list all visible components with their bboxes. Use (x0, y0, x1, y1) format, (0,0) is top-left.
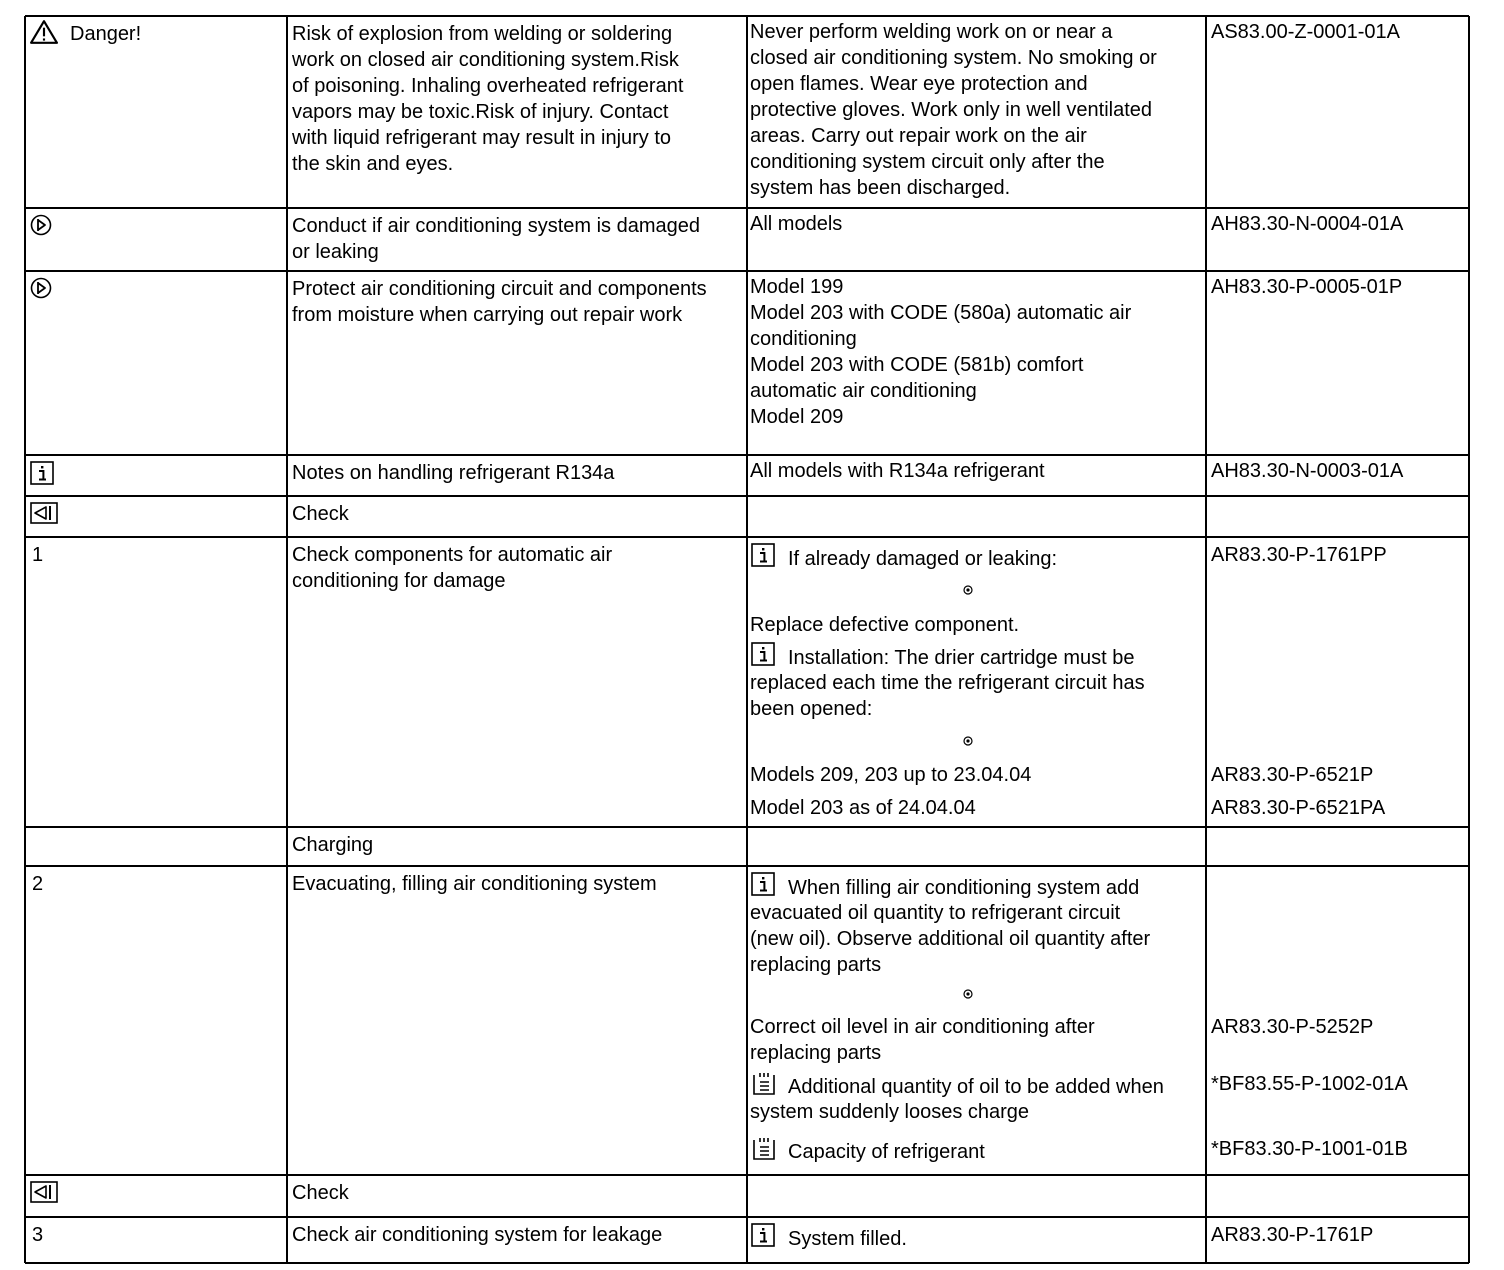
details-text: replaced each time the refrigerant circuit has (750, 672, 1145, 694)
details-text: Model 199 (750, 276, 844, 298)
reference-code: AH83.30-P-0005-01P (1211, 276, 1403, 298)
operation-text: Notes on handling refrigerant R134a (292, 462, 615, 484)
operation-text: Check (292, 503, 349, 525)
details-text: replacing parts (750, 1042, 882, 1064)
operation-text: Risk of explosion from welding or soldering (292, 23, 673, 45)
details-text: areas. Carry out repair work on the air (750, 125, 1087, 147)
details-text: Model 203 as of 24.04.04 (750, 797, 976, 819)
details-text: Never perform welding work on or near a (750, 21, 1113, 43)
reference-arrow-icon (963, 582, 973, 592)
reference-code: AR83.30-P-6521P (1211, 764, 1374, 786)
operation-text: conditioning for damage (292, 570, 506, 592)
details-text: protective gloves. Work only in well ventilated (750, 99, 1153, 121)
step-label: 3 (32, 1224, 44, 1246)
details-text: Model 209 (750, 406, 844, 428)
operation-text: the skin and eyes. (292, 153, 454, 175)
details-text: Capacity of refrigerant (788, 1141, 985, 1163)
reference-code: *BF83.30-P-1001-01B (1211, 1138, 1408, 1160)
details-text: replacing parts (750, 954, 882, 976)
operation-text: Protect air conditioning circuit and components (292, 278, 707, 300)
operation-text: Check components for automatic air (292, 544, 613, 566)
operation-text: Evacuating, filling air conditioning system (292, 873, 657, 895)
specifications-book-icon (751, 1071, 777, 1097)
operation-text: with liquid refrigerant may result in injury to (292, 127, 672, 149)
details-text: Model 203 with CODE (581b) comfort (750, 354, 1084, 376)
reference-code: AS83.00-Z-0001-01A (1211, 21, 1401, 43)
info-icon (30, 461, 54, 485)
specifications-book-icon (751, 1136, 777, 1162)
details-text: Installation: The drier cartridge must be (788, 647, 1135, 669)
reference-arrow-icon (963, 986, 973, 996)
details-text: If already damaged or leaking: (788, 548, 1058, 570)
details-text: Models 209, 203 up to 23.04.04 (750, 764, 1032, 786)
reference-code: AR83.30-P-1761P (1211, 1224, 1374, 1246)
operation-text: Conduct if air conditioning system is damaged (292, 215, 700, 237)
reference-code: AH83.30-N-0003-01A (1211, 460, 1404, 482)
reference-arrow-icon (963, 733, 973, 743)
operation-text: Charging (292, 834, 374, 856)
operation-text: vapors may be toxic.Risk of injury. Contact (292, 101, 669, 123)
reference-code: *BF83.55-P-1002-01A (1211, 1073, 1408, 1095)
step-label: Danger! (70, 23, 142, 45)
details-text: When filling air conditioning system add (788, 877, 1140, 899)
details-text: All models (750, 213, 843, 235)
step-label: 2 (32, 873, 44, 895)
operation-text: Check (292, 1182, 349, 1204)
info-icon (751, 642, 775, 666)
check-marker-icon (30, 502, 58, 524)
details-text: Model 203 with CODE (580a) automatic air (750, 302, 1132, 324)
details-text: All models with R134a refrigerant (750, 460, 1045, 482)
details-text: evacuated oil quantity to refrigerant circuit (750, 902, 1121, 924)
operation-text: from moisture when carrying out repair work (292, 304, 683, 326)
reference-code: AH83.30-N-0004-01A (1211, 213, 1404, 235)
details-text: conditioning (750, 328, 857, 350)
details-text: system suddenly looses charge (750, 1101, 1030, 1123)
details-text: been opened: (750, 698, 873, 720)
details-text: System filled. (788, 1228, 907, 1250)
info-icon (751, 543, 775, 567)
operation-text: of poisoning. Inhaling overheated refrigerant (292, 75, 684, 97)
reference-code: AR83.30-P-1761PP (1211, 544, 1387, 566)
details-text: automatic air conditioning (750, 380, 977, 402)
details-text: Correct oil level in air conditioning after (750, 1016, 1095, 1038)
info-icon (751, 1223, 775, 1247)
reference-code: AR83.30-P-6521PA (1211, 797, 1386, 819)
operation-text: work on closed air conditioning system.Risk (292, 49, 679, 71)
details-text: Additional quantity of oil to be added when (788, 1076, 1164, 1098)
protection-note-icon (30, 214, 52, 236)
operation-text: Check air conditioning system for leakage (292, 1224, 663, 1246)
warning-triangle-icon (30, 19, 52, 41)
reference-code: AR83.30-P-5252P (1211, 1016, 1374, 1038)
operation-text: or leaking (292, 241, 379, 263)
details-text: conditioning system circuit only after the (750, 151, 1105, 173)
details-text: open flames. Wear eye protection and (750, 73, 1088, 95)
details-text: Replace defective component. (750, 614, 1020, 636)
step-label: 1 (32, 544, 44, 566)
check-marker-icon (30, 1181, 58, 1203)
details-text: closed air conditioning system. No smoking or (750, 47, 1157, 69)
details-text: (new oil). Observe additional oil quantity after (750, 928, 1151, 950)
protection-note-icon (30, 277, 52, 299)
details-text: system has been discharged. (750, 177, 1011, 199)
info-icon (751, 872, 775, 896)
